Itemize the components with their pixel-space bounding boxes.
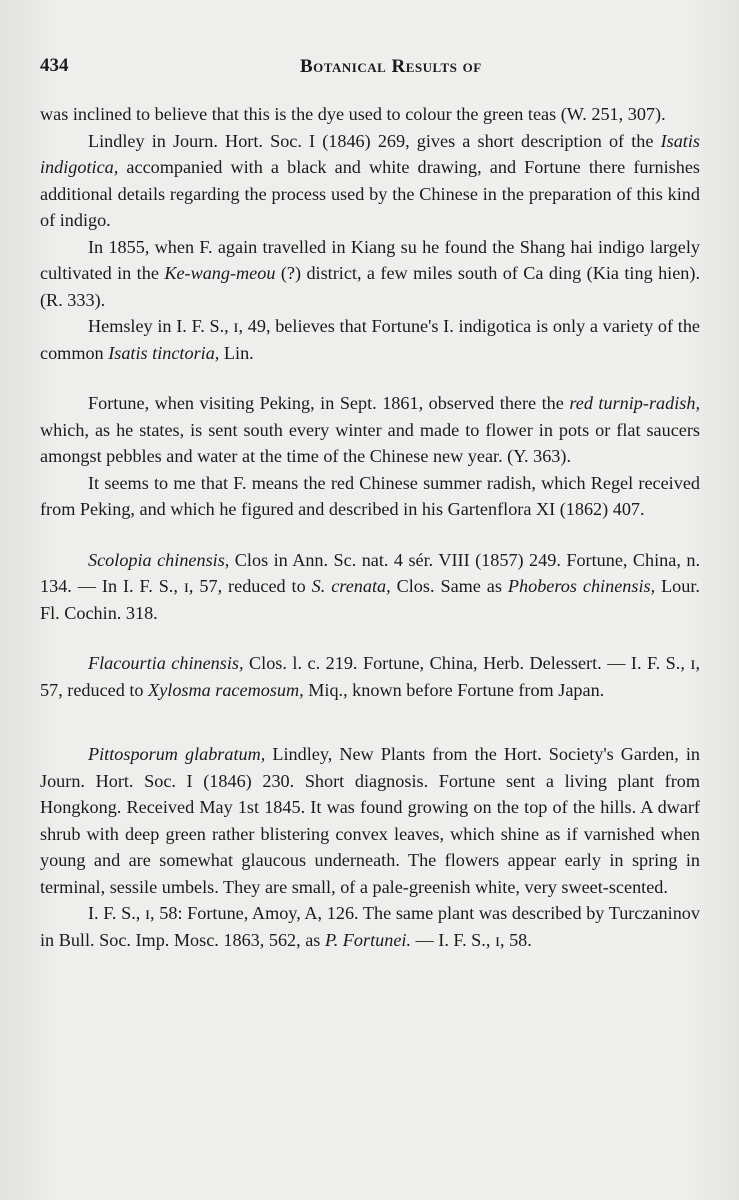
- text-run: Clos. l. c. 219. Fortune, China, Herb. Delessert. — I. F. S., ɪ, 57, reduced to: [40, 653, 700, 700]
- page-number: 434: [40, 55, 69, 76]
- italic-text-run: red turnip-radish,: [569, 393, 700, 413]
- italic-text-run: S. crenata,: [311, 576, 391, 596]
- text-run: Hemsley in I. F. S., ɪ, 49, believes that Fortune's I. indigotica is only a variety of the common: [40, 316, 700, 363]
- running-title: Botanical Results of: [300, 56, 482, 77]
- text-run: It seems to me that F. means the red Chinese summer radish, which Regel received from Peking, and which he figured and described in his Gartenflora XI (1862) 407.: [40, 472, 700, 519]
- text-run: Miq., known before Fortune from Japan.: [303, 679, 605, 700]
- italic-text-run: P. Fortunei.: [324, 929, 411, 950]
- paragraph: [40, 101, 700, 128]
- paragraph: [40, 313, 700, 366]
- paragraph: [40, 900, 700, 953]
- body-text: [40, 101, 700, 953]
- text-run: Lin.: [219, 342, 254, 363]
- paragraph: [40, 547, 700, 627]
- text-run: Lindley, New Plants from the Hort. Society's Garden, in Journ. Hort. Soc. I (1846) 230. Short diagnosis. Fortune sent a living plant from Hongkong. Received May 1st 1845. It was found growing on the top of the hills. A dwarf shrub with deep green rather blistering convex leaves, which shine as if varnished when young and are somewhat glaucous underneath. The flowers appear early in spring in terminal, sessile umbels. They are small, of a pale-greenish white, very sweet-scented.: [40, 744, 700, 897]
- italic-text-run: Scolopia chinensis,: [88, 549, 230, 570]
- paragraph: [40, 390, 700, 470]
- text-run: Lour. Fl. Cochin. 318.: [40, 576, 700, 623]
- paragraph: [40, 741, 700, 900]
- italic-text-run: Ke-wang-meou: [164, 263, 276, 283]
- italic-text-run: Isatis tinctoria,: [108, 342, 220, 363]
- text-run: I. F. S., ɪ, 58: Fortune, Amoy, A, 126. The same plant was described by Turczaninov in Bull. Soc. Imp. Mosc. 1863, 562, as: [40, 903, 700, 950]
- italic-text-run: Pittosporum glabratum,: [88, 744, 266, 764]
- text-run: Fortune, when visiting Peking, in Sept. 1861, observed there the: [88, 393, 570, 413]
- italic-text-run: Xylosma racemosum,: [148, 679, 304, 700]
- text-run: — I. F. S., ɪ, 58.: [411, 929, 532, 950]
- italic-text-run: Isatis indigotica,: [40, 130, 700, 177]
- text-run: was inclined to believe that this is the dye used to colour the green teas (W. 251, 307).: [40, 104, 666, 124]
- paragraph: [40, 470, 700, 523]
- paragraph: [40, 128, 700, 234]
- text-run: Clos in Ann. Sc. nat. 4 sér. VIII (1857) 249. Fortune, China, n. 134. — In I. F. S., ɪ, 57, reduced to: [40, 549, 700, 596]
- text-run: Lindley in Journ. Hort. Soc. I (1846) 269, gives a short description of the: [88, 130, 661, 151]
- italic-text-run: Flacourtia chinensis,: [88, 653, 244, 673]
- text-run: which, as he states, is sent south every winter and made to flower in pots or flat saucers amongst pebbles and water at the time of the Chinese new year. (Y. 363).: [40, 419, 700, 466]
- text-run: (?) district, a few miles south of Ca ding (Kia ting hien). (R. 333).: [40, 263, 700, 310]
- italic-text-run: Phoberos chinensis,: [507, 576, 656, 596]
- text-run: In 1855, when F. again travelled in Kiang su he found the Shang hai indigo largely cultivated in the: [40, 236, 700, 283]
- paragraph: [40, 650, 700, 703]
- page-header: [40, 55, 699, 85]
- text-run: accompanied with a black and white drawing, and Fortune there furnishes additional details regarding the process used by the Chinese in the preparation of this kind of indigo.: [40, 157, 700, 230]
- paragraph: [40, 234, 700, 314]
- text-run: Clos. Same as: [390, 576, 508, 596]
